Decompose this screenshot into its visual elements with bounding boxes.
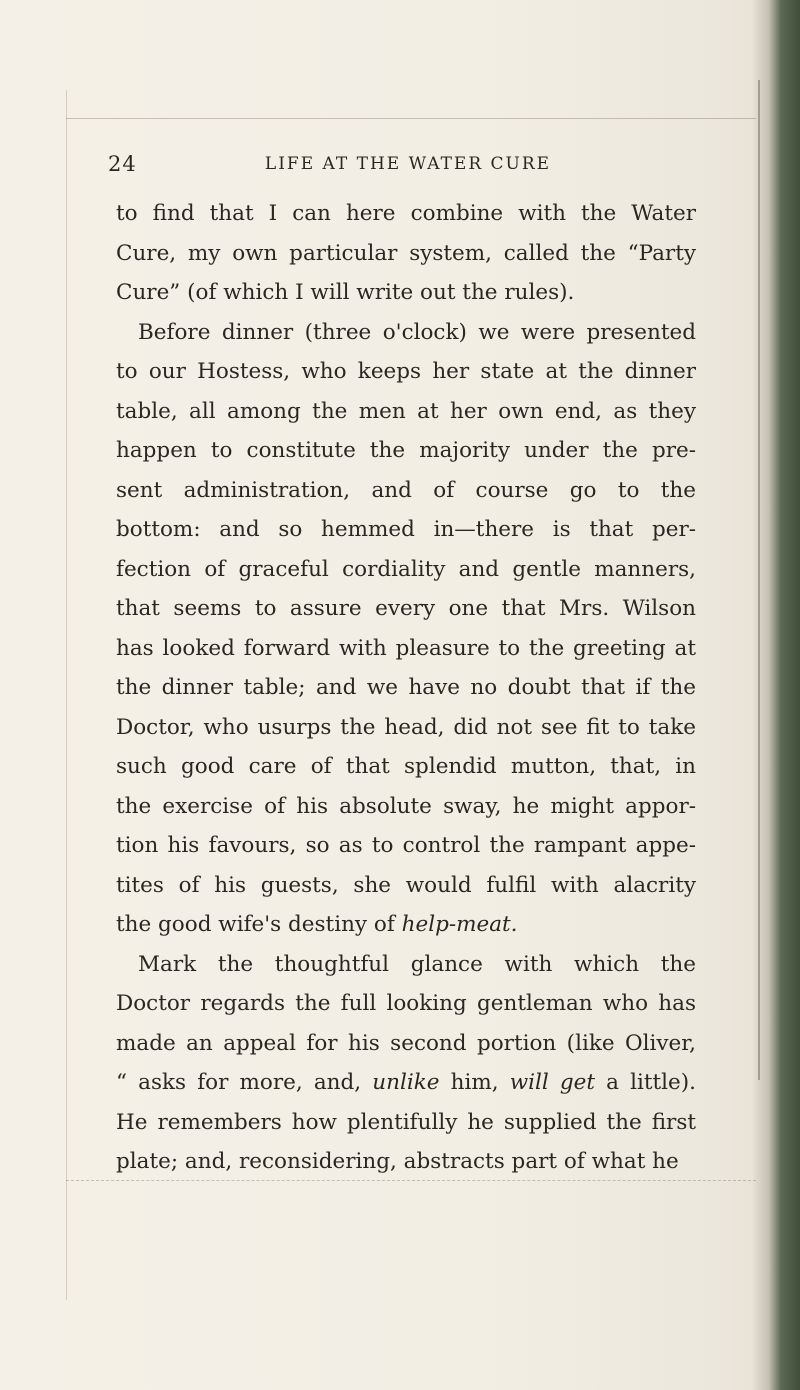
text-line: tion his favours, so as to control the rampant appe- <box>116 833 696 858</box>
italic-run: help-meat. <box>401 912 518 937</box>
header-rule <box>66 118 756 119</box>
text-line <box>116 1063 696 1103</box>
text-line: Doctor, who usurps the head, did not see fit to take <box>116 714 696 740</box>
text-line: Mark the thoughtful glance with which the <box>138 951 696 977</box>
text-line: table, all among the men at her own end, as they <box>116 398 696 424</box>
text-line: fection of graceful cordiality and gentle manners, <box>116 556 696 582</box>
text-line: to find that I can here combine with the Water <box>116 201 696 226</box>
text-line: has looked forward with pleasure to the greeting at <box>116 635 696 661</box>
text-line <box>116 905 696 945</box>
running-head: LIFE AT THE WATER CURE <box>264 154 552 174</box>
text-line: such good care of that splendid mutton, that, in <box>116 754 696 779</box>
text-line: the dinner table; and we have no doubt that if the <box>116 675 696 700</box>
text-line: the exercise of his absolute sway, he might appor- <box>116 793 696 819</box>
text-line: plate; and, reconsidering, abstracts part of what he <box>116 1149 679 1174</box>
text-line: Doctor regards the full looking gentleman who has <box>116 991 696 1016</box>
text-run: him, <box>439 1070 510 1095</box>
text-run: “ asks for more, and, <box>116 1070 362 1095</box>
text-line: tites of his guests, she would fulfil with alacrity <box>116 872 696 898</box>
text-line: Cure, my own particular system, called the “Party <box>116 240 696 266</box>
text-line: Before dinner (three o'clock) we were presented <box>138 319 696 345</box>
text-line: bottom: and so hemmed in—there is that per- <box>116 517 696 542</box>
body-text <box>116 194 696 1182</box>
page-header <box>108 152 708 184</box>
text-line: made an appeal for his second portion (like Oliver, <box>116 1030 696 1056</box>
margin-rule <box>66 90 67 1300</box>
text-run: the good wife's destiny of <box>116 912 395 937</box>
italic-run: will get <box>509 1070 596 1095</box>
page-number: 24 <box>108 152 137 176</box>
text-line: that seems to assure every one that Mrs. Wilson <box>116 596 696 621</box>
text-line: happen to constitute the majority under the pre- <box>116 438 696 463</box>
text-line: sent administration, and of course go to the <box>116 477 696 503</box>
italic-run: unlike <box>372 1070 440 1095</box>
text-run: a little). <box>595 1070 696 1095</box>
page-edge-line <box>758 80 760 1080</box>
text-line: to our Hostess, who keeps her state at the dinner <box>116 359 696 384</box>
text-line: He remembers how plentifully he supplied the first <box>116 1109 696 1135</box>
text-line: Cure” (of which I will write out the rules). <box>116 280 575 305</box>
